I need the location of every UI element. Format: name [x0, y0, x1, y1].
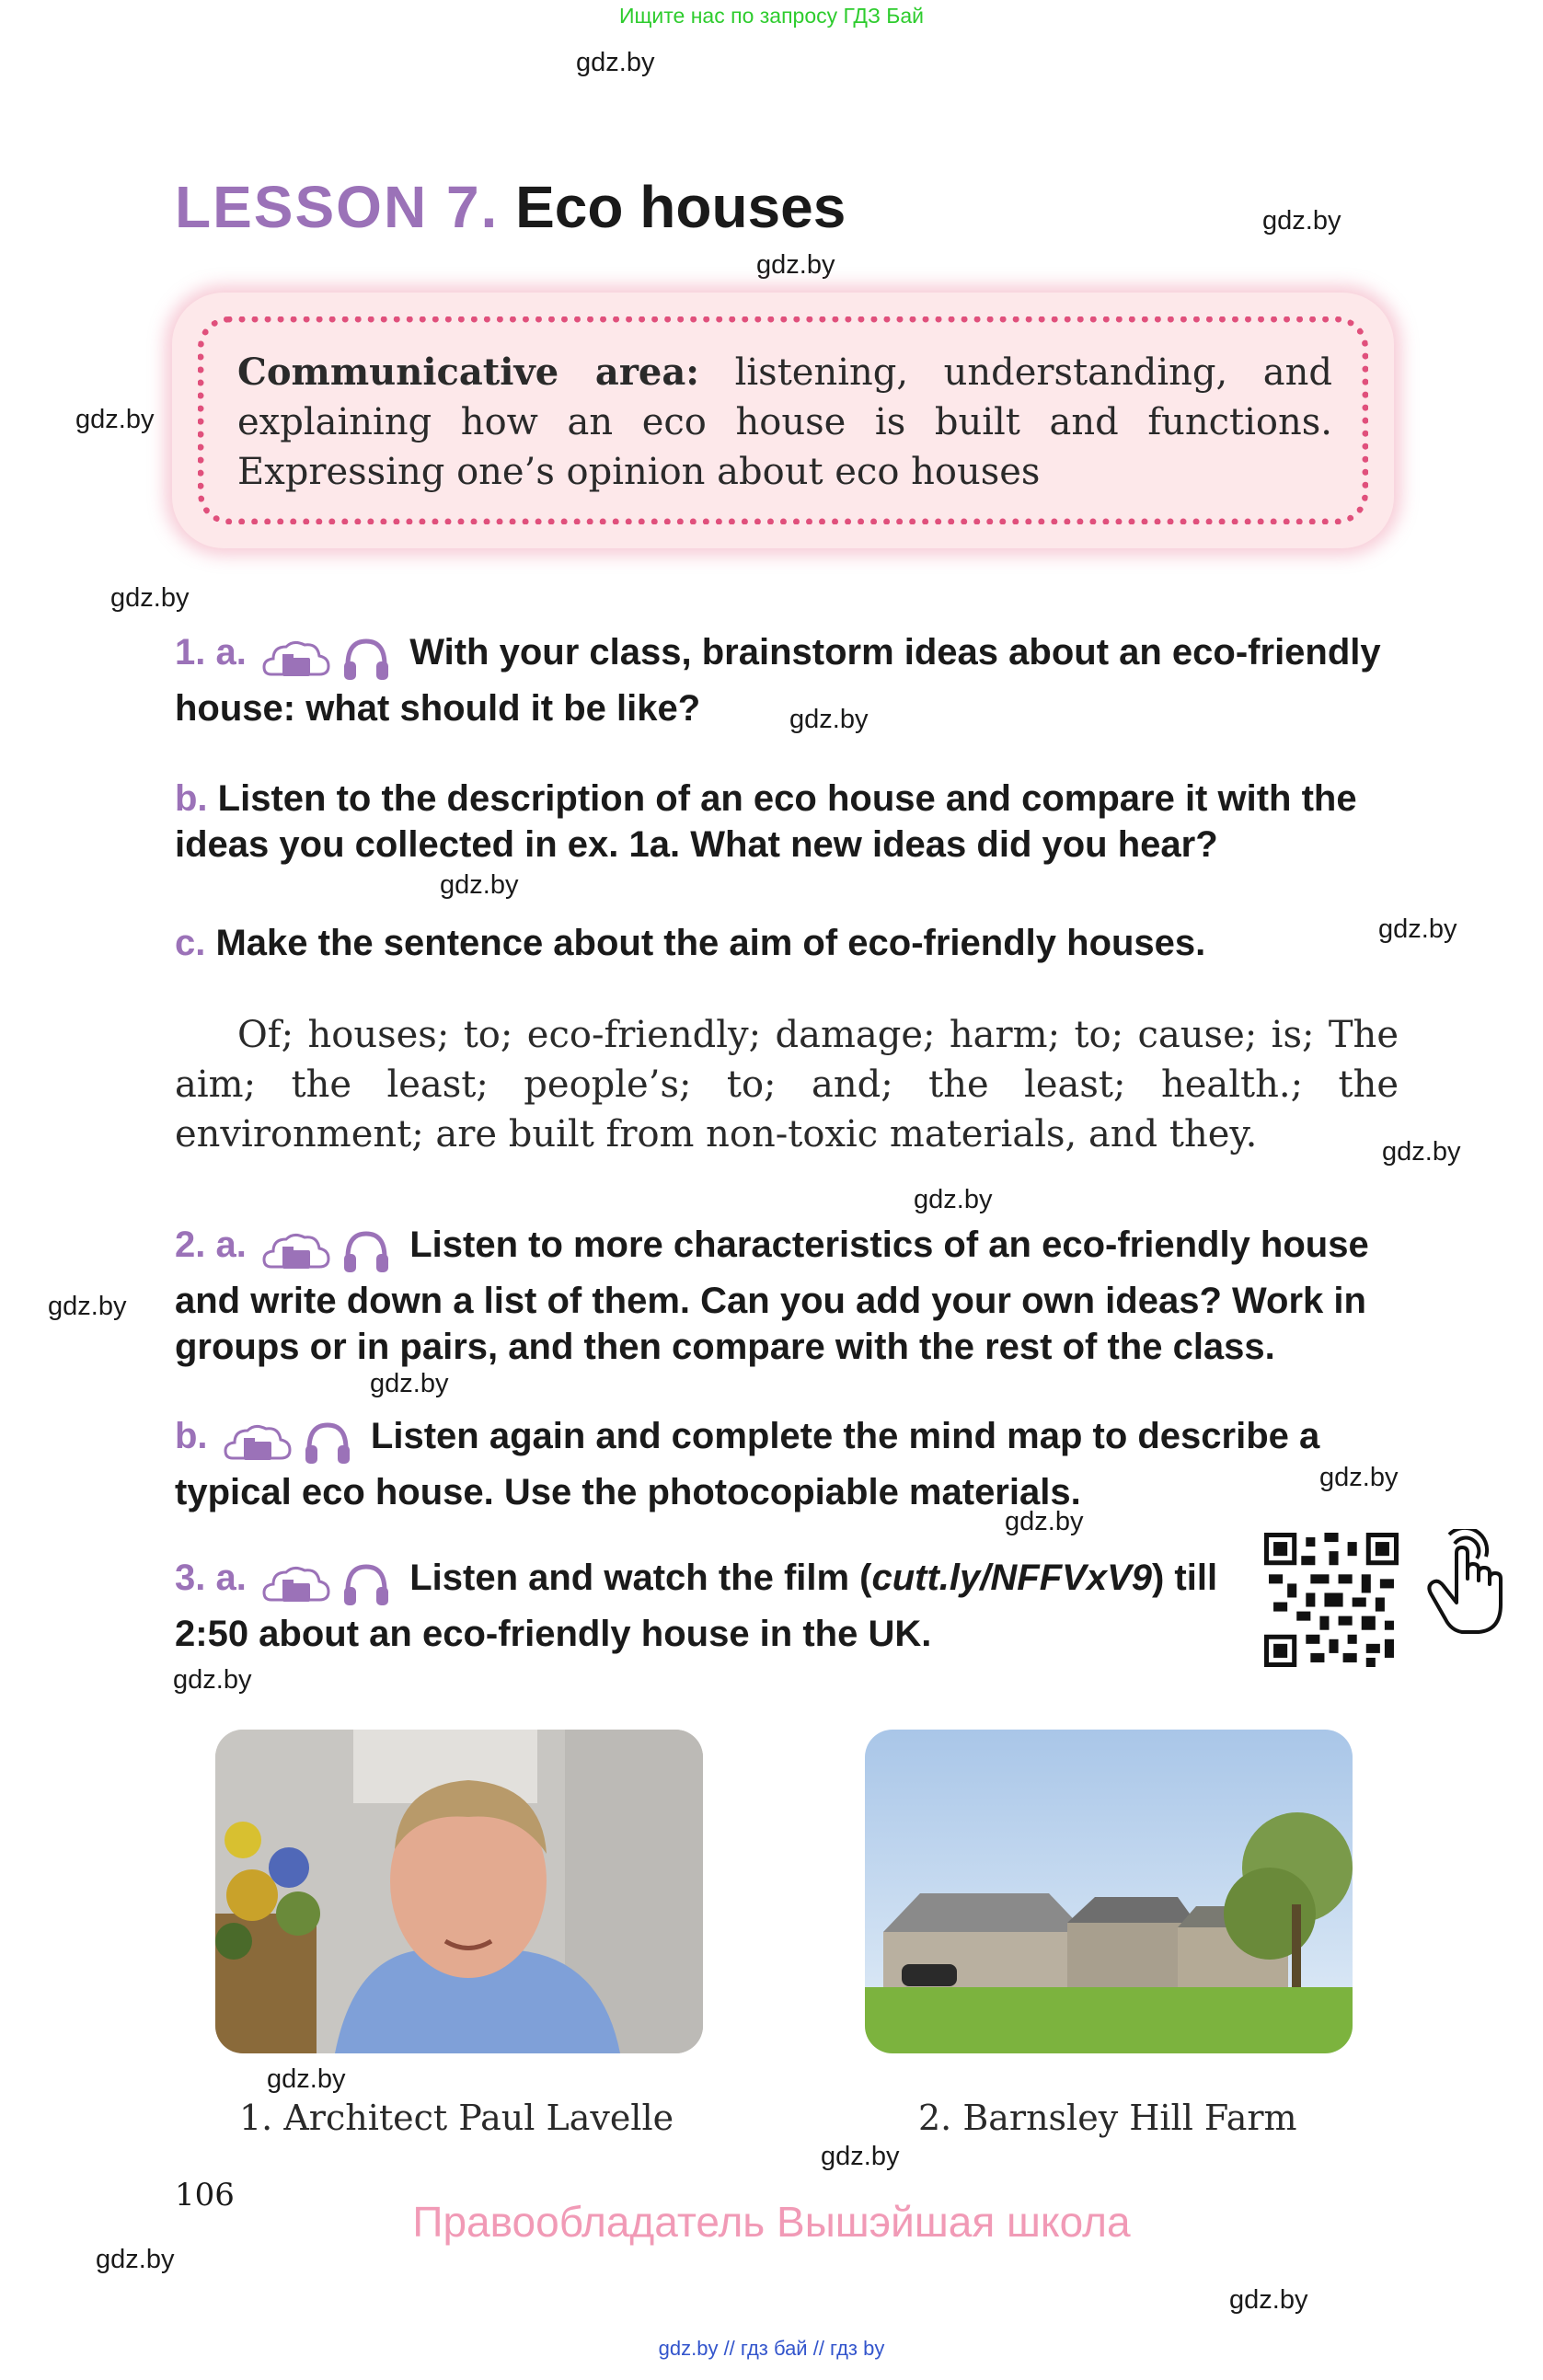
tap-hand-icon — [1422, 1529, 1504, 1639]
task-text: With your class, brainstorm ideas about an eco-friendly house: what should it be like? — [175, 632, 1381, 730]
footer-links[interactable]: gdz.by // гдз бай // гдз by — [658, 2337, 885, 2360]
qr-code[interactable] — [1264, 1533, 1399, 1667]
watermark: gdz.by — [789, 705, 869, 734]
task-text: Listen and watch the film ( — [409, 1558, 872, 1598]
communicative-area-description: listening, understanding, and explaining how an eco house is built and functions. Expressing one’s opinion about eco houses — [237, 351, 1332, 493]
headphones-icon — [340, 634, 392, 685]
watermark: gdz.by — [173, 1665, 252, 1695]
copyright-notice: Правообладатель Вышэйшая школа — [412, 2198, 1131, 2246]
headphones-icon — [302, 1418, 353, 1469]
cloud-folder-icon — [224, 1421, 292, 1466]
scrambled-sentence: Of; houses; to; eco-friendly; damage; harm; to; cause; is; The aim; the least; people’s; to; and; the least; health.; the environment; are built from non-toxic materials, and they. — [175, 1014, 1399, 1156]
task-text: Listen to the description of an eco house and compare it with the ideas you collected in ex. 1a. What new ideas did you hear? — [175, 778, 1357, 865]
watermark: gdz.by — [96, 2245, 175, 2274]
task-icons — [262, 1226, 392, 1278]
task-1b — [175, 776, 1399, 868]
watermark: gdz.by — [267, 2064, 346, 2094]
film-link[interactable]: cutt.ly/NFFVxV9 — [871, 1558, 1152, 1598]
watermark: gdz.by — [576, 48, 655, 77]
task-icons — [262, 1559, 392, 1611]
watermark: gdz.by — [48, 1292, 127, 1321]
watermark: gdz.by — [75, 405, 155, 434]
watermark: gdz.by — [1005, 1507, 1084, 1536]
communicative-area-text — [237, 348, 1332, 497]
caption-farm: 2. Barnsley Hill Farm — [918, 2098, 1297, 2138]
task-2a — [175, 1222, 1399, 1370]
task-1c — [175, 920, 1399, 966]
watermark: gdz.by — [370, 1369, 449, 1398]
watermark: gdz.by — [821, 2142, 900, 2171]
watermark: gdz.by — [440, 870, 519, 900]
lesson-name: Eco houses — [515, 174, 846, 240]
farm-image — [865, 1730, 1353, 2053]
watermark: gdz.by — [1229, 2285, 1308, 2315]
watermark: gdz.by — [914, 1185, 993, 1214]
task-3a — [175, 1555, 1233, 1657]
task-text: Listen to more characteristics of an eco-friendly house and write down a list of them. Can you add your own ideas? Work in groups or in pairs, and then compare with the rest of the class. — [175, 1224, 1369, 1368]
watermark: gdz.by — [1378, 914, 1457, 944]
cloud-folder-icon — [262, 1230, 330, 1274]
photo-farm — [865, 1730, 1353, 2053]
headphones-icon — [340, 1226, 392, 1278]
watermark: gdz.by — [1319, 1463, 1399, 1492]
cloud-folder-icon — [262, 1563, 330, 1607]
photo-architect — [215, 1730, 703, 2053]
task-number: b. — [175, 1416, 208, 1456]
search-hint[interactable]: Ищите нас по запросу ГДЗ Бай — [618, 4, 925, 28]
caption-architect: 1. Architect Paul Lavelle — [239, 2098, 674, 2138]
watermark: gdz.by — [1262, 206, 1341, 236]
task-icons — [262, 634, 392, 685]
task-icons — [224, 1418, 353, 1469]
architect-image — [215, 1730, 703, 2053]
lesson-label: LESSON 7. — [175, 174, 500, 240]
communicative-area-label: Communicative area: — [237, 351, 700, 394]
task-number: 1. a. — [175, 632, 247, 673]
task-number: 3. a. — [175, 1558, 247, 1598]
task-number: b. — [175, 778, 208, 819]
task-1a — [175, 629, 1399, 731]
task-text: Listen again and complete the mind map to describe a typical eco house. Use the photocopiable materials. — [175, 1416, 1320, 1513]
task-2b — [175, 1413, 1399, 1515]
task-text: Make the sentence about the aim of eco-friendly houses. — [215, 923, 1206, 963]
task-number: c. — [175, 923, 206, 963]
page-number: 106 — [175, 2177, 235, 2213]
watermark: gdz.by — [756, 250, 835, 280]
cloud-folder-icon — [262, 638, 330, 682]
task-number: 2. a. — [175, 1224, 247, 1265]
task-text: ) till 2:50 about an eco-friendly house in the UK. — [175, 1558, 1218, 1655]
watermark: gdz.by — [110, 583, 190, 613]
lesson-title — [175, 173, 846, 241]
headphones-icon — [340, 1559, 392, 1611]
watermark: gdz.by — [1382, 1137, 1461, 1167]
